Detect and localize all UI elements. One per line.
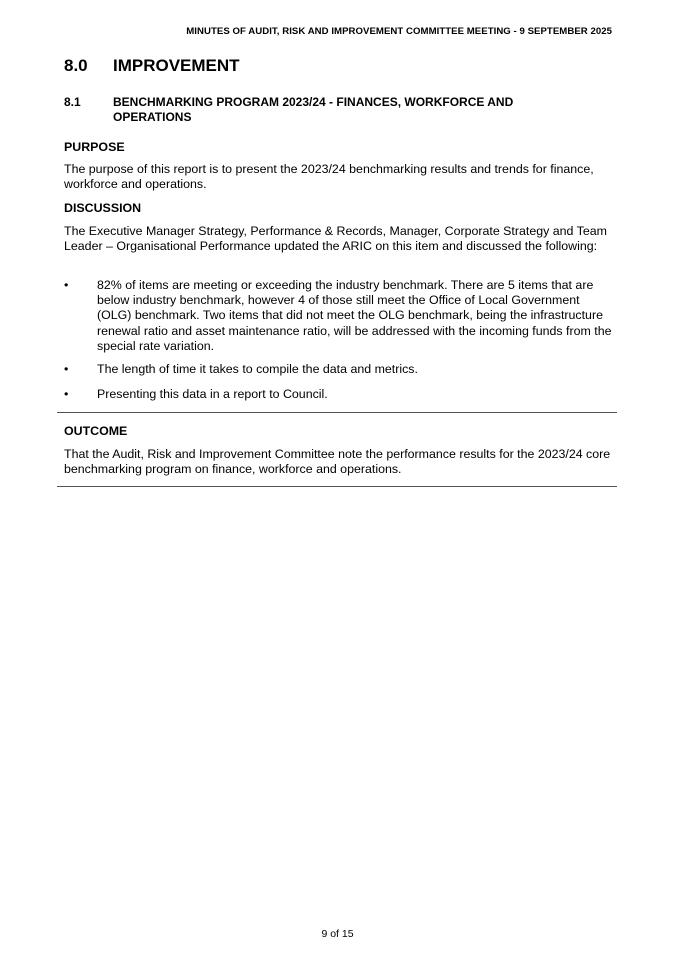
- bullet-text: Presenting this data in a report to Council.: [97, 387, 328, 401]
- outcome-text: That the Audit, Risk and Improvement Committee note the performance results for the 2023/24 core benchmarking program on finance, workforce and operations.: [64, 447, 611, 477]
- item-title: BENCHMARKING PROGRAM 2023/24 - FINANCES, WORKFORCE AND OPERATIONS: [113, 95, 514, 124]
- bullet-icon: •: [64, 362, 69, 376]
- section-title: IMPROVEMENT: [113, 56, 240, 75]
- page-header: MINUTES OF AUDIT, RISK AND IMPROVEMENT COMMITTEE MEETING - 9 SEPTEMBER 2025: [186, 26, 612, 37]
- bullet-icon: •: [64, 278, 69, 292]
- divider: [57, 412, 617, 413]
- discussion-intro: The Executive Manager Strategy, Performance & Records, Manager, Corporate Strategy and Team Leader – Organisational Performance updated the ARIC on this item and discussed the following:: [64, 224, 607, 254]
- outcome-heading: OUTCOME: [64, 424, 128, 438]
- purpose-heading: PURPOSE: [64, 140, 125, 154]
- bullet-icon: •: [64, 387, 69, 401]
- divider: [57, 486, 617, 487]
- page-number: 9 of 15: [321, 928, 354, 940]
- section-number: 8.0: [64, 56, 88, 75]
- bullet-text: The length of time it takes to compile the data and metrics.: [97, 362, 418, 376]
- item-number: 8.1: [64, 95, 81, 109]
- purpose-text: The purpose of this report is to present the 2023/24 benchmarking results and trends for finance, workforce and operations.: [64, 162, 594, 192]
- bullet-text: 82% of items are meeting or exceeding the industry benchmark. There are 5 items that are below industry benchmark, however 4 of those still meet the Office of Local Government (OLG) benchmark. Two items that did not meet the OLG benchmark, being the infrastructure renewal ratio and asset maintenance ratio, will be addressed with the incoming funds from the special rate variation.: [97, 278, 612, 353]
- discussion-heading: DISCUSSION: [64, 201, 142, 215]
